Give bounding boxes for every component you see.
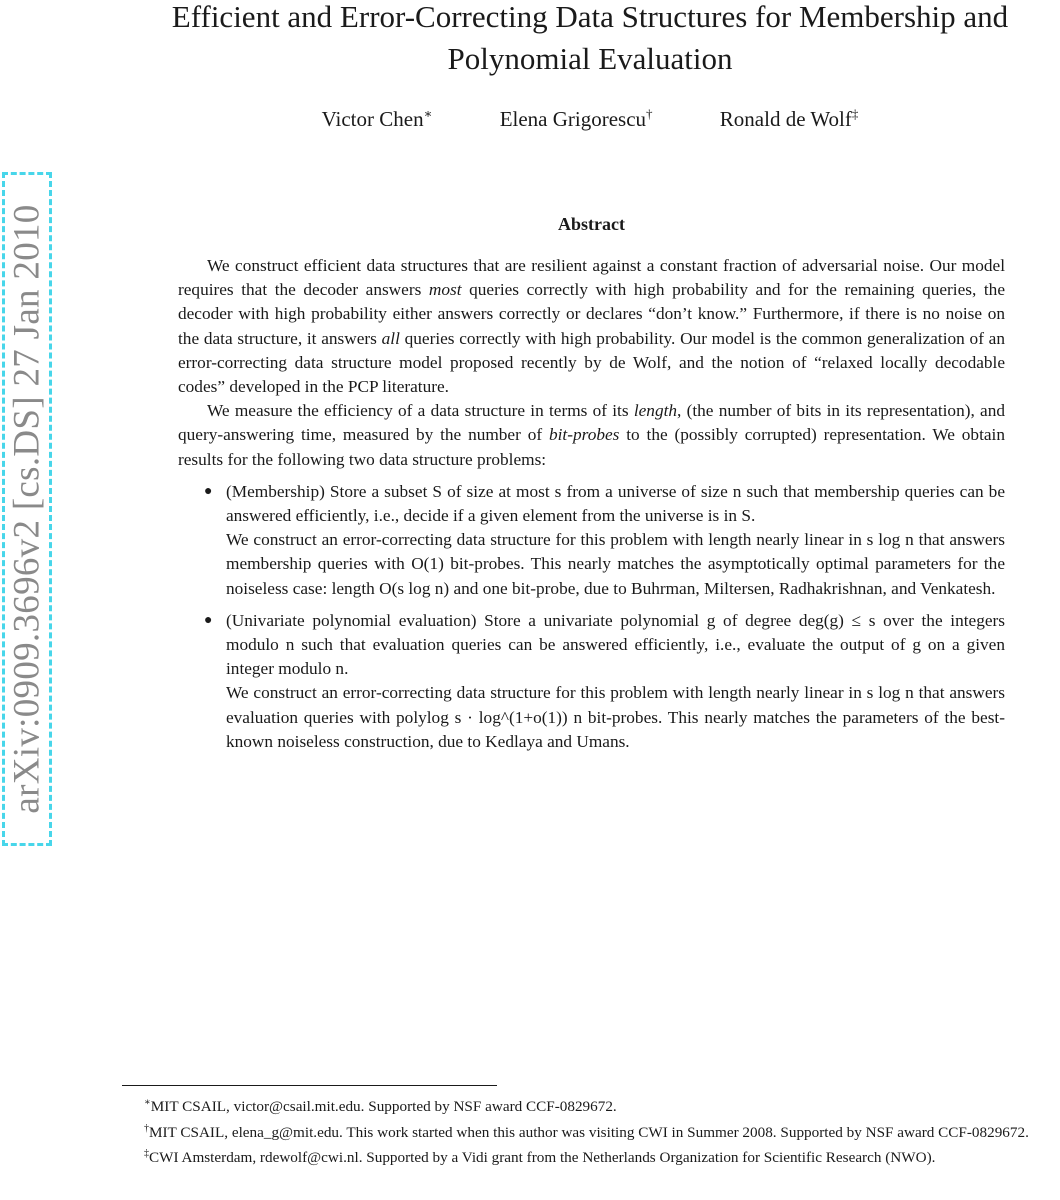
title-line-1: Efficient and Error-Correcting Data Structures for Membership and: [171, 0, 1009, 34]
footnote-2: †MIT CSAIL, elena_g@mit.edu. This work started when this author was visiting CWI in Summer 2008. Supported by NSF award CCF-0829672.: [144, 1122, 1029, 1141]
list-item-polynomial: ● (Univariate polynomial evaluation) Store a univariate polynomial g of degree deg(g) ≤ s over the integers modulo n such that evaluation queries can be answered efficiently, i.e., evaluate the output of g on a given integer modulo n. We construct an error-correcting data structure for this problem with length nearly linear in s log n that answers evaluation queries with polylog s · log^(1+o(1)) n bit-probes. This nearly matches the parameters of the best-known noiseless construction, due to Kedlaya and Umans.: [204, 610, 1005, 751]
author-1: Victor Chen∗: [321, 106, 433, 131]
author-2: Elena Grigorescu†: [499, 106, 653, 131]
author-3: Ronald de Wolf‡: [719, 106, 859, 131]
footnote-divider: [122, 1085, 497, 1086]
abstract-paragraph-1: We construct efficient data structures that are resilient against a constant fraction of adversarial noise. Our model requires that the decoder answers most queries correctly with high probability and for the remaining queries, the decoder with high probability either answers correctly or declares “don’t know.” Furthermore, if there is no noise on the data structure, it answers all queries correctly with high probability. Our model is the common generalization of an error-correcting data structure model proposed recently by de Wolf, and the notion of “relaxed locally decodable codes” developed in the PCP literature.: [178, 256, 1005, 397]
problem-list: [178, 480, 1005, 754]
author-list: [0, 106, 1060, 132]
abstract-heading: Abstract: [558, 214, 625, 234]
title-line-2: Polynomial Evaluation: [447, 41, 733, 76]
abstract-body: [178, 254, 1005, 762]
bullet-icon: ●: [204, 612, 213, 628]
bullet-icon: ●: [204, 483, 213, 499]
abstract-paragraph-2: We measure the efficiency of a data structure in terms of its length, (the number of bits in its representation), and query-answering time, measured by the number of bit-probes to the (possibly corrupted) representation. We obtain results for the following two data structure problems:: [178, 401, 1005, 469]
footnote-1: ∗MIT CSAIL, victor@csail.mit.edu. Supported by NSF award CCF-0829672.: [144, 1097, 617, 1116]
paper-title: [90, 0, 1060, 80]
footnotes: [122, 1092, 1058, 1169]
arxiv-stamp: [2, 172, 52, 846]
footnote-3: ‡CWI Amsterdam, rdewolf@cwi.nl. Supported by a Vidi grant from the Netherlands Organization for Scientific Research (NWO).: [144, 1148, 936, 1167]
arxiv-id: arXiv:0909.3696v2 [cs.DS] 27 Jan 2010: [6, 204, 48, 814]
list-item-membership: ● (Membership) Store a subset S of size at most s from a universe of size n such that membership queries can be answered efficiently, i.e., decide if a given element from the universe is in S. We construct an error-correcting data structure for this problem with length nearly linear in s log n that answers membership queries with O(1) bit-probes. This nearly matches the asymptotically optimal parameters for the noiseless case: length O(s log n) and one bit-probe, due to Buhrman, Miltersen, Radhakrishnan, and Venkatesh.: [204, 481, 1005, 598]
